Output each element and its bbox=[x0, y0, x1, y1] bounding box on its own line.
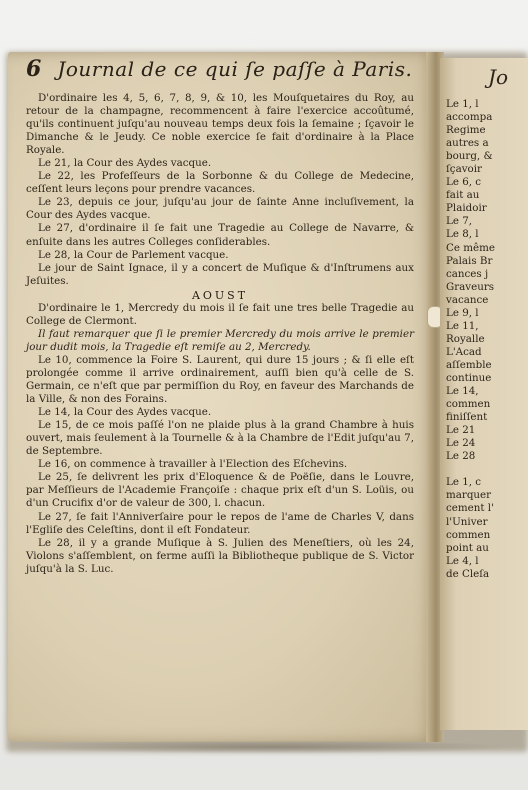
facing-line: Le 8, l bbox=[446, 228, 479, 241]
facing-line: Le 14, bbox=[446, 385, 479, 398]
facing-line: finiſſent bbox=[446, 411, 488, 424]
paragraph-p13: Le 16, on commence à travailler à l'Election des Eſchevins. bbox=[38, 458, 348, 471]
facing-line: l'Univer bbox=[446, 515, 488, 528]
facing-line: Ce même bbox=[446, 241, 495, 254]
paragraphs-july bbox=[26, 92, 414, 288]
facing-line: Le 1, l bbox=[446, 98, 479, 110]
paragraph-p2: Le 21, la Cour des Aydes vacque. bbox=[38, 157, 212, 170]
page-header bbox=[26, 56, 422, 86]
running-title: Journal de ce qui ſe paſſe à Paris. bbox=[57, 57, 413, 81]
paragraph-p10: Le 10, commence la Foire S. Laurent, qui dure 15 jours ; & ſi elle eſt prolongée comme il arrive ordinairement, auſſi bien qu'à celle de S. Germain, ce n'eſt que par permiſſion du Roy, en faveur des Marchands de la Ville, & non des Forains. bbox=[26, 353, 414, 406]
facing-line: vacance bbox=[446, 293, 489, 306]
facing-line: Palais Br bbox=[446, 254, 493, 267]
facing-line: Le 9, l bbox=[446, 306, 479, 319]
facing-line bbox=[446, 463, 528, 476]
paragraph-p1: D'ordinaire les 4, 5, 6, 7, 8, 9, & 10, les Mouſquetaires du Roy, au retour de la champagne, recommencent à faire l'exercice accoûtumé, qu'ils continuent juſqu'au nouveau temps deux fois la ſemaine ; ſçavoir le Dimanche & le Jeudy. Ce noble exercice ſe fait d'ordinaire à la Place Royale. bbox=[26, 92, 414, 157]
paragraphs-august bbox=[26, 302, 414, 576]
paragraph-p7: Le jour de Saint Ignace, il y a concert de Muſique & d'Inſtrumens aux Jeſuites. bbox=[26, 261, 414, 287]
facing-line: cances j bbox=[446, 267, 489, 280]
facing-line: point au bbox=[446, 541, 489, 554]
facing-line: Le 11, bbox=[446, 319, 479, 332]
paragraph-p11: Le 14, la Cour des Aydes vacque. bbox=[38, 406, 212, 419]
facing-line: Le 24 bbox=[446, 437, 476, 450]
facing-line: Le 28 bbox=[446, 450, 476, 463]
facing-line: Royalle bbox=[446, 332, 485, 345]
facing-line: fait au bbox=[446, 189, 480, 202]
facing-line: autres a bbox=[446, 137, 489, 150]
page-number: 6 bbox=[26, 56, 42, 82]
facing-line: accompa bbox=[446, 111, 493, 124]
facing-line: Le 6, c bbox=[446, 176, 482, 189]
facing-line: Regime bbox=[446, 124, 486, 137]
facing-page-text bbox=[446, 62, 528, 581]
paragraph-p6: Le 28, la Cour de Parlement vacque. bbox=[38, 248, 229, 261]
facing-line: aſſemble bbox=[446, 358, 492, 371]
paragraph-p16: Le 28, il y a grande Muſique à S. Julien des Meneſtiers, où les 24, Violons s'aſſemblent, on ferme auſſi la Bibliotheque publique de S. Victor juſqu'à la S. Luc. bbox=[26, 536, 414, 575]
facing-line: Le 1, c bbox=[446, 476, 482, 489]
paragraph-p4: Le 23, depuis ce jour, juſqu'au jour de ſainte Anne incluſivement, la Cour des Aydes vacque. bbox=[26, 196, 414, 222]
facing-line: commen bbox=[446, 528, 491, 541]
facing-line: Graveurs bbox=[446, 280, 495, 293]
paragraph-p5: Le 27, d'ordinaire il ſe fait une Tragedie au College de Navarre, & enſuite dans les autres Colleges conſiderables. bbox=[26, 222, 414, 248]
facing-line: marquer bbox=[446, 489, 492, 502]
facing-line: continue bbox=[446, 371, 492, 384]
paragraph-p12: Le 15, de ce mois paſſé l'on ne plaide plus à la grand Chambre à huis ouvert, mais ſeulement à la Tournelle & à la Chambre de l'Edit juſqu'au 7, de Septembre. bbox=[26, 419, 414, 458]
book-bottom-shadow bbox=[20, 740, 520, 754]
facing-line: commen bbox=[446, 398, 491, 411]
facing-line: Le 21 bbox=[446, 424, 476, 437]
facing-page bbox=[440, 58, 528, 730]
facing-page-header: Jo bbox=[488, 65, 509, 89]
facing-line: cement l' bbox=[446, 502, 494, 515]
section-heading-aoust: AOUST bbox=[191, 288, 249, 302]
facing-line: bourg, & bbox=[446, 150, 493, 163]
facing-line: L'Acad bbox=[446, 345, 482, 358]
paragraph-p14: Le 25, ſe delivrent les prix d'Eloquence & de Poëſie, dans le Louvre, par Meſſieurs de l'Academie Françoiſe : chaque prix eſt d'un S. Loüis, ou d'un Crucifix d'or de valeur de 300, l. chacun. bbox=[26, 471, 414, 510]
paragraph-p3: Le 22, les Profeſſeurs de la Sorbonne & du College de Medecine, ceſſent leurs leçons pour prendre vacances. bbox=[26, 170, 414, 196]
paragraph-p9: Il faut remarquer que ſi le premier Mercredy du mois arrive le premier jour dudit mois, la Tragedie eſt remiſe au 2, Mercredy. bbox=[26, 327, 414, 353]
facing-line: Le 7, bbox=[446, 215, 473, 228]
facing-line: de Cleſa bbox=[446, 567, 490, 580]
facing-line: ſçavoir bbox=[446, 163, 482, 176]
facing-line: Le 4, l bbox=[446, 554, 479, 567]
paragraph-p15: Le 27, ſe fait l'Anniverſaire pour le repos de l'ame de Charles V, dans l'Egliſe des Celeſtins, dont il eſt Fondateur. bbox=[26, 510, 414, 536]
facing-line: Plaidoir bbox=[446, 202, 487, 215]
page-body bbox=[26, 92, 414, 576]
paragraph-p8: D'ordinaire le 1, Mercredy du mois il ſe fait une tres belle Tragedie au College de Clermont. bbox=[26, 301, 414, 327]
facing-page-lines bbox=[446, 98, 528, 581]
